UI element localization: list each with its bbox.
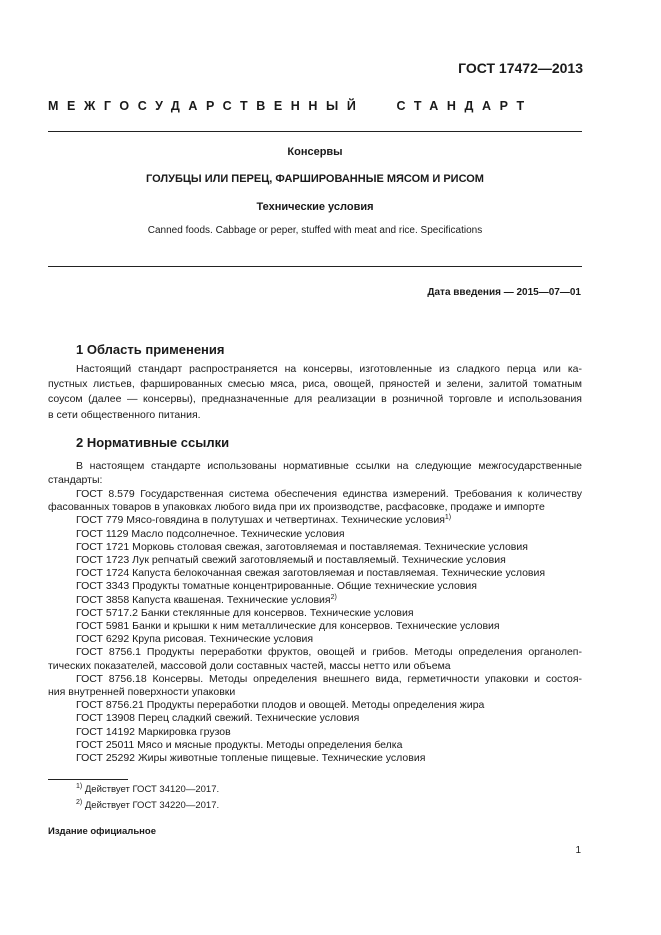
footnote-reference: 2): [330, 593, 337, 601]
reference-text: ГОСТ 8756.21 Продукты переработки плодов и овощей. Методы определения жира: [76, 699, 485, 712]
footnote-rule: [48, 779, 128, 780]
reference-item: [48, 594, 582, 607]
document-title: ГОЛУБЦЫ ИЛИ ПЕРЕЦ, ФАРШИРОВАННЫЕ МЯСОМ И РИСОМ: [146, 173, 484, 185]
paragraph-line: в сети общественного питания.: [48, 408, 201, 421]
reference-text: ГОСТ 13908 Перец сладкий свежий. Технические условия: [76, 712, 360, 725]
reference-text: ГОСТ 3858 Капуста квашеная. Технические условия: [76, 593, 331, 606]
reference-item: [48, 514, 582, 527]
paragraph-line: пустных листьев, фаршированных смесью мяса, риса, овощей, пряностей и зелени, залитой томатным: [48, 378, 582, 391]
reference-item: [48, 554, 582, 567]
paragraph-line: В настоящем стандарте использованы нормативные ссылки на следующие межгосударственные: [76, 460, 582, 472]
reference-text: ГОСТ 8756.18 Консервы. Методы определения внешнего вида, герметичности упаковки и состоя-: [76, 672, 582, 685]
footnote-mark: 2): [76, 799, 83, 806]
footnote-text: Действует ГОСТ 34120—2017.: [82, 784, 220, 795]
footnote-mark: 1): [76, 783, 83, 790]
reference-item: [48, 726, 582, 739]
reference-item: [48, 646, 582, 659]
reference-continuation: фасованных товаров в упаковках любого вида при их производстве, расфасовке, продаже и импорте: [48, 501, 545, 514]
normative-references-list: [48, 488, 582, 765]
reference-item: [48, 633, 582, 646]
english-title: Canned foods. Cabbage or peper, stuffed with meat and rice. Specifications: [147, 225, 483, 236]
reference-text: ГОСТ 8.579 Государственная система обеспечения единства измерений. Требования к количеству: [76, 488, 582, 500]
intro-date: Дата введения — 2015—07—01: [427, 287, 581, 298]
reference-text: ГОСТ 25292 Жиры животные топленые пищевые. Технические условия: [76, 752, 426, 765]
reference-text: ГОСТ 779 Мясо-говядина в полутушах и четвертинах. Технические условия: [76, 514, 445, 527]
footnote-text: Действует ГОСТ 34220—2017.: [82, 800, 220, 811]
reference-text: ГОСТ 6292 Крупа рисовая. Технические условия: [76, 633, 314, 646]
reference-item: [48, 752, 582, 765]
paragraph-line: соусом (далее — консервы), предназначенные для реализации в розничной торговле и использования: [48, 393, 582, 406]
reference-item: [48, 673, 582, 686]
reference-text: ГОСТ 5717.2 Банки стеклянные для консервов. Технические условия: [76, 606, 414, 619]
reference-item: [48, 528, 582, 541]
reference-text: ГОСТ 1129 Масло подсолнечное. Технические условия: [76, 527, 345, 540]
document-code: ГОСТ 17472—2013: [458, 60, 583, 76]
reference-item: [48, 620, 582, 633]
reference-text: ГОСТ 1721 Морковь столовая свежая, заготовляемая и поставляемая. Технические условия: [76, 540, 528, 553]
reference-item: [48, 541, 582, 554]
reference-text: ГОСТ 14192 Маркировка грузов: [76, 725, 231, 738]
reference-item: [48, 607, 582, 620]
title-rule: [48, 266, 582, 267]
reference-continuation: тических показателей, массовой доли составных частей, массы нетто или объема: [48, 659, 451, 672]
reference-item: [48, 580, 582, 593]
reference-text: ГОСТ 3343 Продукты томатные концентрированные. Общие технические условия: [76, 580, 477, 593]
reference-text: ГОСТ 5981 Банки и крышки к ним металлические для консервов. Технические условия: [76, 620, 500, 633]
section-2-title: 2 Нормативные ссылки: [76, 435, 230, 450]
footnote-1: [76, 784, 219, 795]
reference-item: [48, 739, 582, 752]
page-number: 1: [575, 845, 581, 856]
standard-banner-text: МЕЖГОСУДАРСТВЕННЫЙ СТАНДАРТ: [48, 99, 533, 113]
paragraph-line: Настоящий стандарт распространяется на консервы, изготовленные из сладкого перца или ка-: [76, 363, 582, 375]
reference-continuation: ния внутренней поверхности упаковки: [48, 686, 236, 699]
section-1-paragraph: [48, 362, 582, 423]
footnote-2: [76, 800, 219, 811]
standard-banner: [48, 99, 580, 113]
document-subtitle: Технические условия: [256, 201, 374, 213]
reference-text: ГОСТ 1724 Капуста белокочанная свежая заготовляемая и поставляемая. Технические условия: [76, 567, 546, 580]
footnote-reference: 1): [444, 514, 452, 522]
reference-text: ГОСТ 25011 Мясо и мясные продукты. Методы определения белка: [76, 738, 403, 751]
reference-item: [48, 712, 582, 725]
reference-text: ГОСТ 8756.1 Продукты переработки фруктов, овощей и грибов. Методы определения органолеп-: [76, 646, 582, 659]
section-1-title: 1 Область применения: [76, 342, 225, 357]
product-category: Консервы: [287, 146, 343, 158]
official-edition-label: Издание официальное: [48, 826, 156, 837]
reference-item: [48, 488, 582, 501]
section-2-intro: [48, 459, 582, 487]
paragraph-line: стандарты:: [48, 474, 103, 486]
reference-item: [48, 567, 582, 580]
reference-text: ГОСТ 1723 Лук репчатый свежий заготовляемый и поставляемый. Технические условия: [76, 554, 506, 567]
reference-item: [48, 699, 582, 712]
header-rule: [48, 131, 582, 132]
